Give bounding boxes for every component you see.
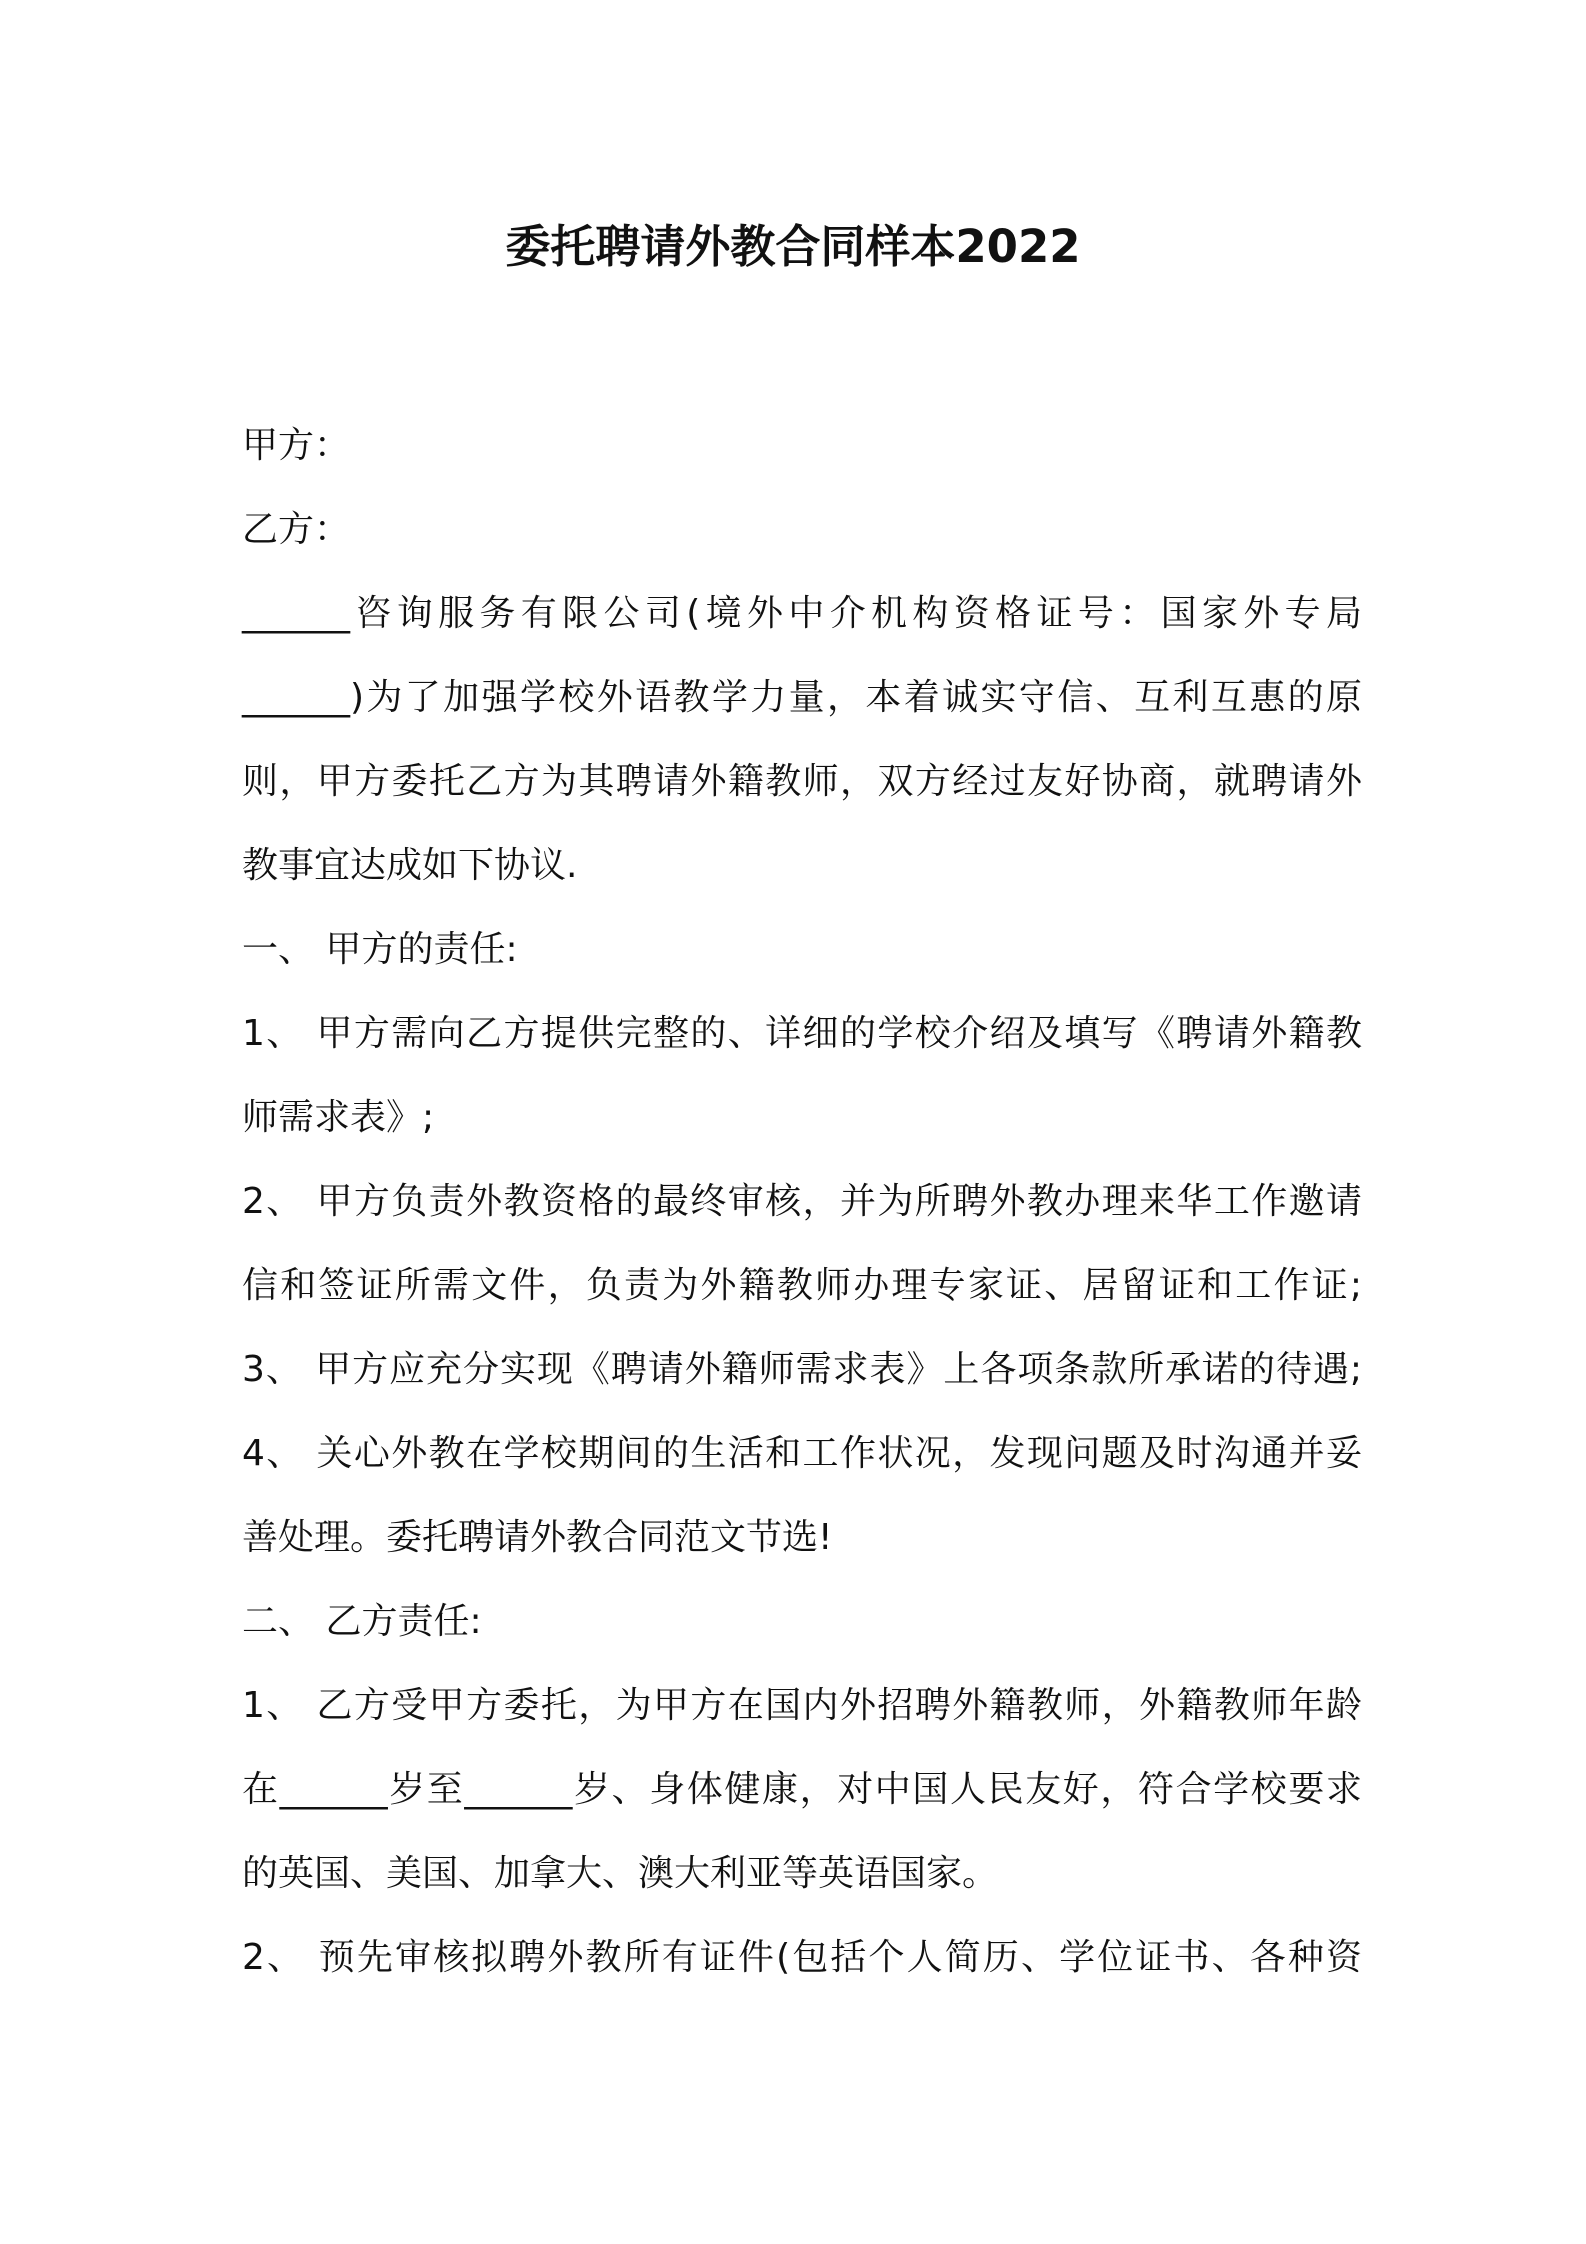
paragraph-line: 的英国、美国、加拿大、澳大利亚等英语国家。 (242, 1853, 999, 1894)
paragraph-line: 师需求表》; (242, 1097, 435, 1138)
paragraph-line: 3、 甲方应充分实现《聘请外籍师需求表》上各项条款所承诺的待遇; (242, 1349, 1362, 1390)
paragraph-line: 一、 甲方的责任: (242, 929, 518, 970)
paragraph-line: 善处理。委托聘请外教合同范文节选! (242, 1517, 833, 1558)
document-body (242, 404, 1362, 2000)
paragraph-line: ______咨询服务有限公司(境外中介机构资格证号：国家外专局 (242, 593, 1362, 634)
paragraph-line: 乙方： (242, 509, 351, 550)
paragraph-line: 2、 甲方负责外教资格的最终审核，并为所聘外教办理来华工作邀请 (242, 1181, 1362, 1222)
paragraph-line: 1、 乙方受甲方委托，为甲方在国内外招聘外籍教师，外籍教师年龄 (242, 1685, 1362, 1726)
paragraph-line: 2、 预先审核拟聘外教所有证件(包括个人简历、学位证书、各种资 (242, 1937, 1362, 1978)
paragraph-line: 甲方： (242, 425, 351, 466)
paragraph-line: ______)为了加强学校外语教学力量，本着诚实守信、互利互惠的原 (242, 677, 1362, 718)
paragraph-line: 1、 甲方需向乙方提供完整的、详细的学校介绍及填写《聘请外籍教 (242, 1013, 1362, 1054)
paragraph-line: 信和签证所需文件，负责为外籍教师办理专家证、居留证和工作证; (242, 1265, 1362, 1306)
paragraph-line: 教事宜达成如下协议. (242, 845, 578, 886)
paragraph-line: 在______岁至______岁、身体健康，对中国人民友好，符合学校要求 (242, 1769, 1362, 1810)
paragraph-line: 二、 乙方责任: (242, 1601, 482, 1642)
paragraph-line: 则，甲方委托乙方为其聘请外籍教师，双方经过友好协商，就聘请外 (242, 761, 1362, 802)
document-title: 委托聘请外教合同样本2022 (505, 220, 1081, 273)
paragraph-line: 4、 关心外教在学校期间的生活和工作状况，发现问题及时沟通并妥 (242, 1433, 1362, 1474)
